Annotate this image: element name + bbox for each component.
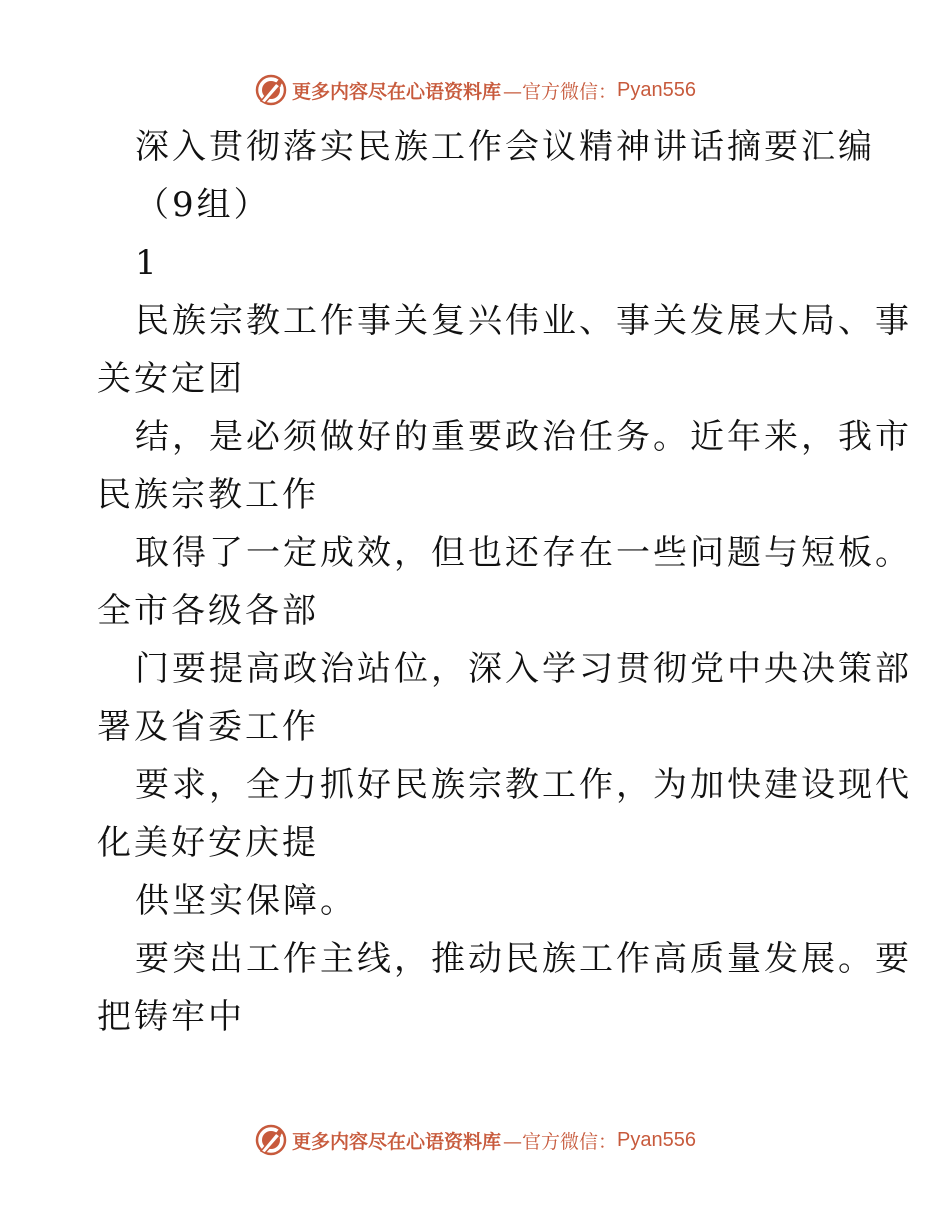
paragraph-line: 取得了一定成效，但也还存在一些问题与短板。 <box>135 533 912 573</box>
paragraph-line: 全市各级各部 <box>97 591 319 631</box>
watermark-main-text: 更多内容尽在心语资料库 <box>292 1130 502 1153</box>
paragraph-line: 要突出工作主线，推动民族工作高质量发展。要 <box>135 939 912 979</box>
watermark-banner-bottom <box>0 1120 950 1160</box>
paragraph-line: 门要提高政治站位，深入学习贯彻党中央决策部 <box>135 649 912 689</box>
pen-seal-icon <box>254 1123 288 1157</box>
document-body <box>97 118 912 1046</box>
document-subtitle: （9组） <box>135 185 271 225</box>
watermark-sub-text: —官方微信： <box>503 80 618 103</box>
section-number: 1 <box>135 243 160 283</box>
document-title: 深入贯彻落实民族工作会议精神讲话摘要汇编 <box>135 127 875 167</box>
paragraph-line: 民族宗教工作事关复兴伟业、事关发展大局、事 <box>135 301 912 341</box>
paragraph-line: 署及省委工作 <box>97 707 319 747</box>
pen-seal-icon <box>254 73 288 107</box>
paragraph-line: 化美好安庆提 <box>97 823 319 863</box>
watermark-main-text: 更多内容尽在心语资料库 <box>292 80 502 103</box>
paragraph-line: 把铸牢中 <box>97 997 245 1037</box>
watermark-banner-top <box>0 70 950 110</box>
watermark-wechat-id: Pyan556 <box>617 78 696 101</box>
paragraph-line: 要求，全力抓好民族宗教工作，为加快建设现代 <box>135 765 912 805</box>
paragraph-line: 民族宗教工作 <box>97 475 319 515</box>
paragraph-line: 关安定团 <box>97 359 245 399</box>
paragraph-line: 结，是必须做好的重要政治任务。近年来，我市 <box>135 417 912 457</box>
watermark-wechat-id: Pyan556 <box>617 1128 696 1151</box>
paragraph-line: 供坚实保障。 <box>135 881 357 921</box>
watermark-sub-text: —官方微信： <box>503 1130 618 1153</box>
